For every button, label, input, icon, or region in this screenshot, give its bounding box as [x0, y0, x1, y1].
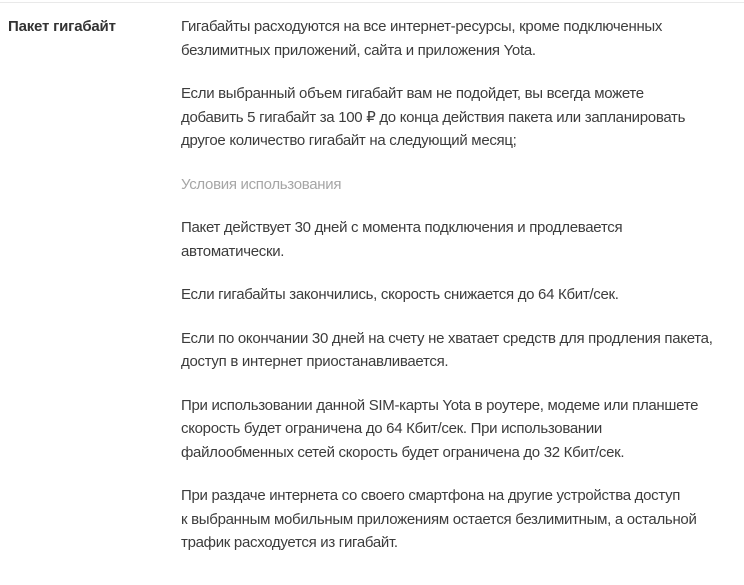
text-line: Гигабайты расходуются на все интернет-ресурсы, кроме подключенных	[181, 18, 663, 35]
paragraph-gigabytes-usage	[181, 15, 744, 62]
tariff-details-section	[0, 2, 744, 575]
text-line: другое количество гигабайт на следующий месяц;	[181, 132, 517, 149]
details-row	[0, 3, 744, 575]
text-line: При использовании данной SIM-карты Yota в роутере, модеме или планшете	[181, 396, 699, 414]
paragraph-add-gigabytes	[181, 82, 744, 153]
description-column	[181, 15, 744, 575]
text-line: При раздаче интернета со своего смартфона на другие устройства доступ	[181, 487, 681, 504]
paragraph-sim-usage-limits	[181, 394, 744, 465]
text-line: файлообменных сетей скорость будет ограничена до 32 Кбит/сек.	[181, 443, 625, 461]
text-line: скорость будет ограничена до 64 Кбит/сек. При использовании	[181, 420, 603, 437]
text-line: Пакет действует 30 дней с момента подключения и продлевается	[181, 219, 623, 236]
term-column	[0, 15, 181, 39]
paragraph-package-duration	[181, 216, 744, 263]
usage-terms-subheading: Условия использования	[181, 175, 342, 193]
term-title: Пакет гигабайт	[8, 18, 116, 35]
text-line: доступ в интернет приостанавливается.	[181, 353, 449, 370]
text-line: безлимитных приложений, сайта и приложения Yota.	[181, 41, 536, 59]
paragraph-speed-reduction	[181, 283, 744, 307]
text-line: трафик расходуется из гигабайт.	[181, 534, 398, 551]
text-line: Если гигабайты закончились, скорость снижается до 64 Кбит/сек.	[181, 286, 619, 303]
text-line: к выбранным мобильным приложениям остается безлимитным, а остальной	[181, 510, 697, 528]
paragraph-insufficient-funds	[181, 327, 744, 374]
text-line: Если по окончании 30 дней на счету не хватает средств для продления пакета,	[181, 329, 713, 347]
text-line: добавить 5 гигабайт за 100 ₽ до конца действия пакета или запланировать	[181, 108, 686, 126]
text-line: автоматически.	[181, 242, 285, 260]
text-line: Если выбранный объем гигабайт вам не подойдет, вы всегда можете	[181, 85, 644, 102]
paragraph-tethering	[181, 484, 744, 555]
